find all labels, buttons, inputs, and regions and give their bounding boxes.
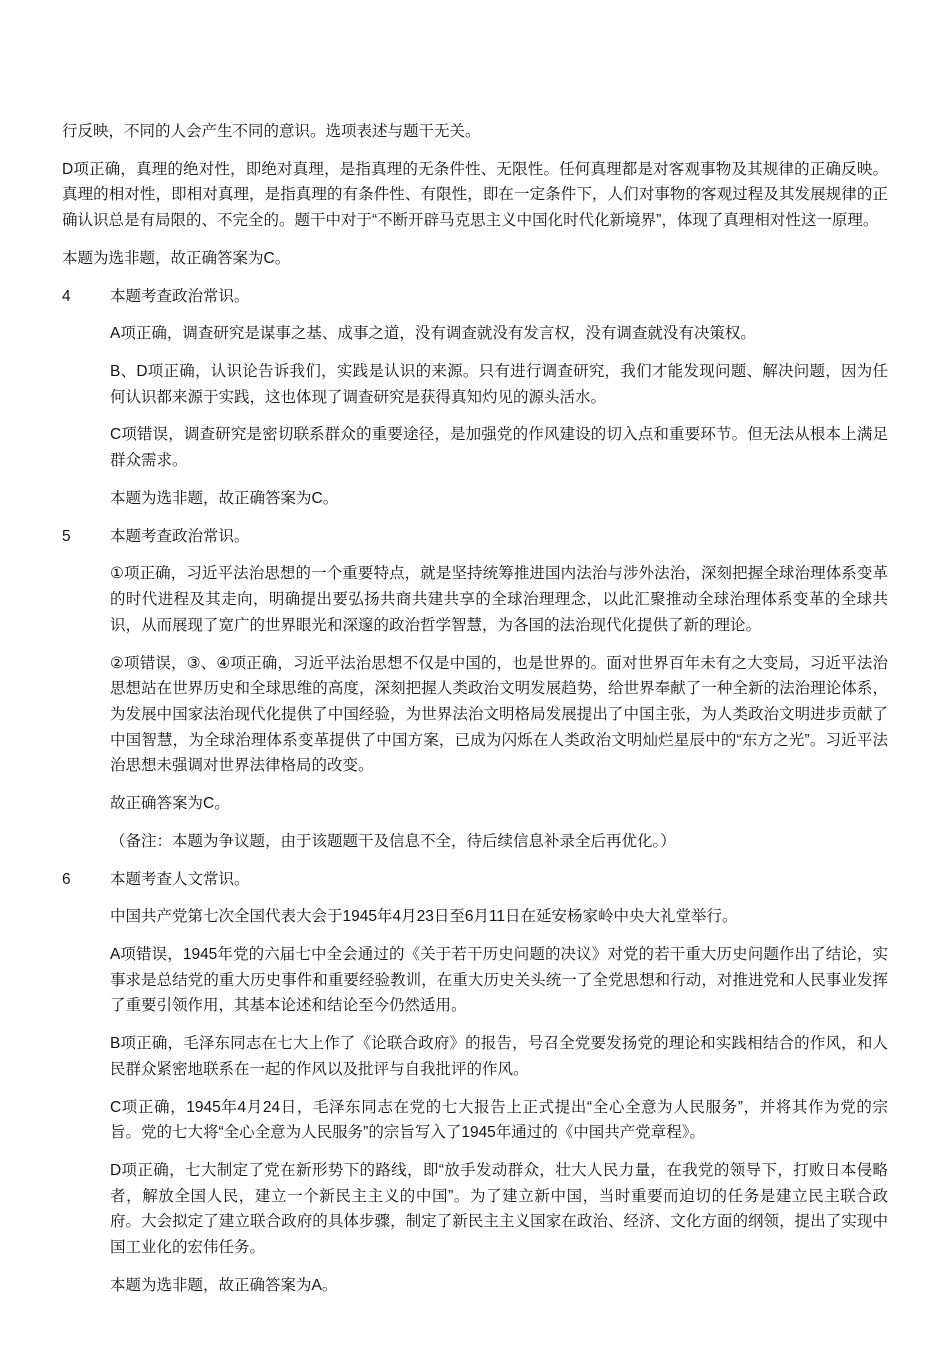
explanation-paragraph: B、D项正确，认识论告诉我们，实践是认识的来源。只有进行调查研究，我们才能发现问题、解决问题，因为任何认识都来源于实践，这也体现了调查研究是获得真知灼见的源头活水。 (110, 363, 888, 406)
explanation-paragraph: ②项错误，③、④项正确，习近平法治思想不仅是中国的，也是世界的。面对世界百年未有之大变局，习近平法治思想站在世界历史和全球思维的高度，深刻把握人类政治文明发展趋势，给世界奉献了一种全新的法治理论体系，为发展中国家法治现代化提供了中国经验，为世界法治文明格局发展提出了中国主张，为人类政治文明进步贡献了中国智慧，为全球治理体系变革提供了中国方案，已成为闪烁在人类政治文明灿烂星辰中的“东方之光”。习近平法治思想未强调对世界法律格局的改变。 (110, 654, 888, 775)
question-item-6 (62, 867, 888, 1299)
continuation-paragraph: 行反映，不同的人会产生不同的意识。选项表述与题干无关。 (62, 123, 481, 140)
item-heading: 本题考查人文常识。 (110, 870, 250, 888)
explanation-paragraph: C项正确，1945年4月24日，毛泽东同志在党的七大报告上正式提出“全心全意为人民服务”，并将其作为党的宗旨。党的七大将“全心全意为人民服务”的宗旨写入了1945年通过的《中国共产党章程》。 (110, 1098, 888, 1142)
answer-line: 本题为选非题，故正确答案为A。 (110, 1276, 338, 1294)
answer-line: 本题为选非题，故正确答案为C。 (62, 249, 291, 267)
answer-line: 故正确答案为C。 (110, 795, 230, 813)
question-item-4 (62, 284, 888, 512)
explanation-paragraph: 中国共产党第七次全国代表大会于1945年4月23日至6月11日在延安杨家岭中央大礼堂举行。 (110, 908, 738, 926)
item-number: 6 (62, 870, 71, 888)
item-heading: 本题考查政治常识。 (110, 527, 250, 545)
note-paragraph: （备注：本题为争议题，由于该题题干及信息不全，待后续信息补录全后再优化。） (110, 832, 676, 850)
explanation-paragraph: ①项正确，习近平法治思想的一个重要特点，就是坚持统筹推进国内法治与涉外法治，深刻把握全球治理体系变革的时代进程及其走向，明确提出要弘扬共商共建共享的全球治理理念，以此汇聚推动全球治理体系变革的全球共识，从而展现了宽广的世界眼光和深邃的政治哲学智慧，为各国的法治现代化提供了新的理论。 (110, 565, 888, 634)
explanation-paragraph: D项正确，七大制定了党在新形势下的路线，即“放手发动群众，壮大人民力量，在我党的领导下，打败日本侵略者，解放全国人民，建立一个新民主主义的中国”。为了建立新中国，当时重要而迫切的任务是建立民主联合政府。大会拟定了建立联合政府的具体步骤，制定了新民主主义国家在政治、经济、文化方面的纲领，提出了实现中国工业化的宏伟任务。 (110, 1162, 888, 1257)
explanation-paragraph: C项错误，调查研究是密切联系群众的重要途径，是加强党的作风建设的切入点和重要环节。但无法从根本上满足群众需求。 (110, 426, 888, 470)
explanation-paragraph: A项错误，1945年党的六届七中全会通过的《关于若干历史问题的决议》对党的若干重大历史问题作出了结论，实事求是总结党的重大历史事件和重要经验教训，在重大历史关头统一了全党思想和行动，对推进党和人民事业发挥了重要引领作用，其基本论述和结论至今仍然适用。 (110, 945, 888, 1015)
item-number: 4 (62, 287, 71, 305)
answer-line: 本题为选非题，故正确答案为C。 (110, 489, 339, 507)
item-heading: 本题考查政治常识。 (110, 287, 250, 305)
explanation-paragraph: A项正确，调查研究是谋事之基、成事之道，没有调查就没有发言权，没有调查就没有决策权。 (110, 325, 756, 343)
explanation-paragraph: B项正确，毛泽东同志在七大上作了《论联合政府》的报告，号召全党要发扬党的理论和实践相结合的作风，和人民群众紧密地联系在一起的作风以及批评与自我批评的作风。 (110, 1035, 888, 1078)
question-item-5 (62, 524, 888, 855)
item-number: 5 (62, 527, 71, 545)
option-d-paragraph: D项正确，真理的绝对性，即绝对真理，是指真理的无条件性、无限性。任何真理都是对客观事物及其规律的正确反映。真理的相对性，即相对真理，是指真理的有条件性、有限性，即在一定条件下，人们对事物的客观过程及其发展规律的正确认识总是有局限的、不完全的。题干中对于“不断开辟马克思主义中国化时代化新境界”，体现了真理相对性这一原理。 (62, 160, 888, 230)
